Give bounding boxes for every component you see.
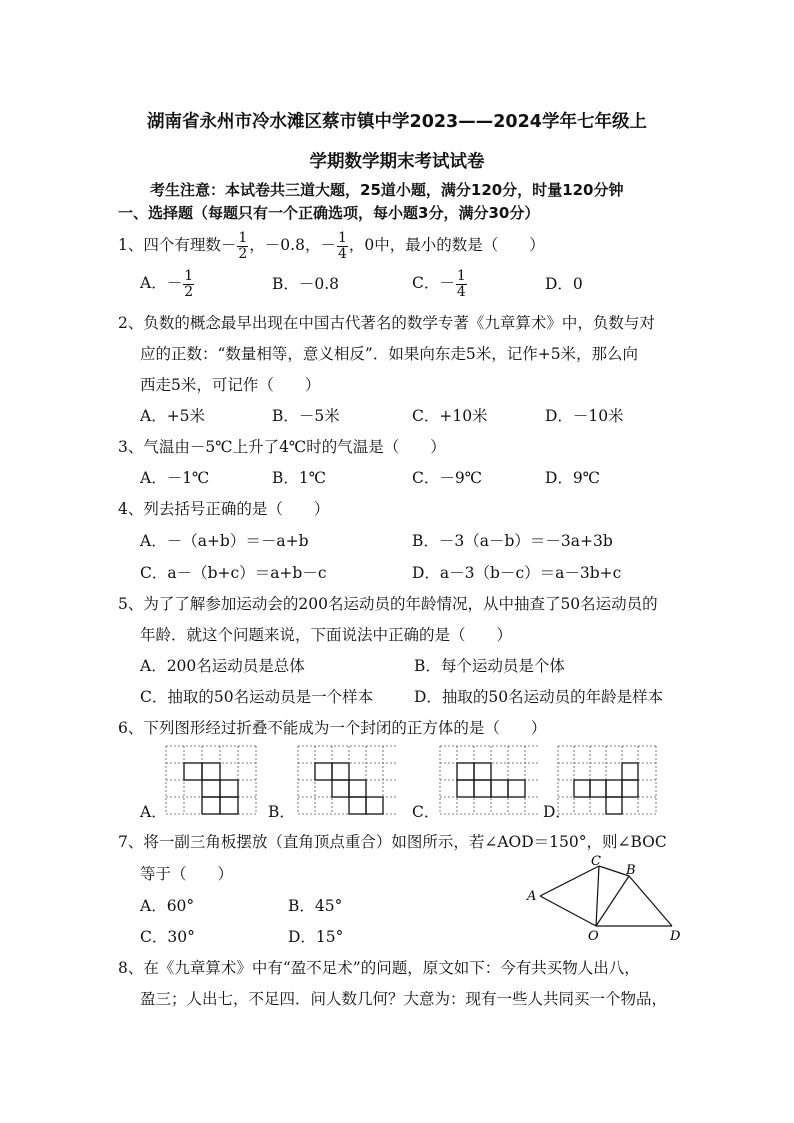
exam-title-line1: 湖南省永州市冷水滩区蔡市镇中学2023——2024学年七年级上 — [147, 112, 647, 132]
exam-notice: 考生注意：本试卷共三道大题，25道小题，满分120分，时量120分钟 — [150, 181, 624, 199]
q2-line3: 西走5米，可记作（ ） — [140, 376, 321, 394]
q5-option-b: B．每个运动员是个体 — [414, 657, 565, 675]
point-c-label: C — [591, 854, 601, 869]
q1-lead: 1、四个有理数－ — [118, 236, 237, 254]
point-o-label: O — [588, 929, 599, 944]
q6-option-b-net — [298, 746, 398, 814]
q5-option-a: A．200名运动员是总体 — [140, 657, 305, 675]
q7-option-b: B．45° — [288, 897, 343, 915]
q1-tail: ，0中，最小的数是（ ） — [348, 236, 545, 254]
q6-option-b-label: B． — [268, 803, 295, 821]
q5-option-c: C．抽取的50名运动员是一个样本 — [140, 688, 374, 706]
q6-option-c-net — [440, 746, 540, 814]
q7-option-d: D．15° — [288, 928, 344, 946]
q2-line2: 应的正数：“数量相等，意义相反”．如果向东走5米，记作+5米，那么向 — [140, 345, 639, 363]
q1-fraction-1: $\frac{1}{2}$ — [238, 229, 248, 262]
q2-option-b: B．－5米 — [272, 407, 340, 425]
q1-option-b: B．－0.8 — [272, 275, 340, 293]
q7-line1: 7、将一副三角板摆放（直角顶点重合）如图所示，若∠AOD＝150°，则∠BOC — [118, 833, 667, 851]
q3-option-d: D．9℃ — [545, 469, 601, 487]
q6-option-a-net — [166, 746, 256, 814]
q3-stem: 3、气温由－5℃上升了4℃时的气温是（ ） — [118, 438, 446, 456]
q7-triangle-figure — [524, 854, 684, 944]
q2-option-d: D．－10米 — [545, 407, 624, 425]
q1-fraction-2: $\frac{1}{4}$ — [337, 229, 347, 262]
q4-option-c: C．a－（b+c）＝a+b－c — [140, 564, 327, 582]
q3-option-a: A．－1℃ — [140, 469, 210, 487]
q1-stem — [118, 226, 545, 264]
q2-line1: 2、负数的概念最早出现在中国古代著名的数学专著《九章算术》中，负数与对 — [118, 314, 655, 332]
q8-line2: 盈三；人出七，不足四．问人数几何？大意为：现有一些人共同买一个物品， — [140, 990, 668, 1008]
triangle-board-lines — [540, 866, 672, 926]
q1-option-d: D．0 — [545, 275, 583, 293]
q2-option-a: A．+5米 — [140, 407, 206, 425]
cube-net-faces — [184, 763, 238, 814]
q2-option-c: C．+10米 — [412, 407, 488, 425]
q6-option-c-label: C． — [412, 803, 440, 821]
q1-mid: ，－0.8，－ — [249, 236, 336, 254]
q3-option-c: C．－9℃ — [412, 469, 483, 487]
exam-title-line2: 学期数学期末考试试卷 — [309, 152, 485, 172]
q1-option-a: A．－ $\frac{1}{2}$ — [140, 267, 194, 300]
q4-option-a: A．－（a+b）＝－a+b — [140, 532, 309, 550]
point-b-label: B — [626, 863, 636, 878]
q3-option-b: B．1℃ — [272, 469, 327, 487]
q5-line1: 5、为了了解参加运动会的200名运动员的年龄情况，从中抽查了50名运动员的 — [118, 595, 658, 613]
q6-option-d-label: D． — [543, 803, 571, 821]
q1-option-c: C．－ $\frac{1}{4}$ — [412, 267, 466, 300]
q7-option-a: A．60° — [140, 897, 195, 915]
q4-stem: 4、列去括号正确的是（ ） — [118, 500, 330, 518]
q7-option-c: C．30° — [140, 928, 195, 946]
q6-stem: 6、下列图形经过折叠不能成为一个封闭的正方体的是（ ） — [118, 719, 547, 737]
point-a-label: A — [527, 889, 537, 904]
q6-option-d-net — [558, 746, 656, 814]
q7-line2: 等于（ ） — [140, 865, 234, 883]
q4-option-b: B．－3（a－b）＝－3a+3b — [412, 532, 613, 550]
q6-option-a-label: A． — [140, 803, 167, 821]
q8-line1: 8、在《九章算术》中有“盈不足术”的问题，原文如下：今有共买物人出八， — [118, 959, 640, 977]
q5-option-d: D．抽取的50名运动员的年龄是样本 — [414, 688, 664, 706]
point-d-label: D — [670, 929, 681, 944]
q4-option-d: D．a－3（b－c）＝a－3b+c — [412, 564, 622, 582]
q5-line2: 年龄．就这个问题来说，下面说法中正确的是（ ） — [140, 626, 513, 644]
section1-heading: 一、选择题（每题只有一个正确选项，每小题3分，满分30分） — [118, 204, 540, 222]
